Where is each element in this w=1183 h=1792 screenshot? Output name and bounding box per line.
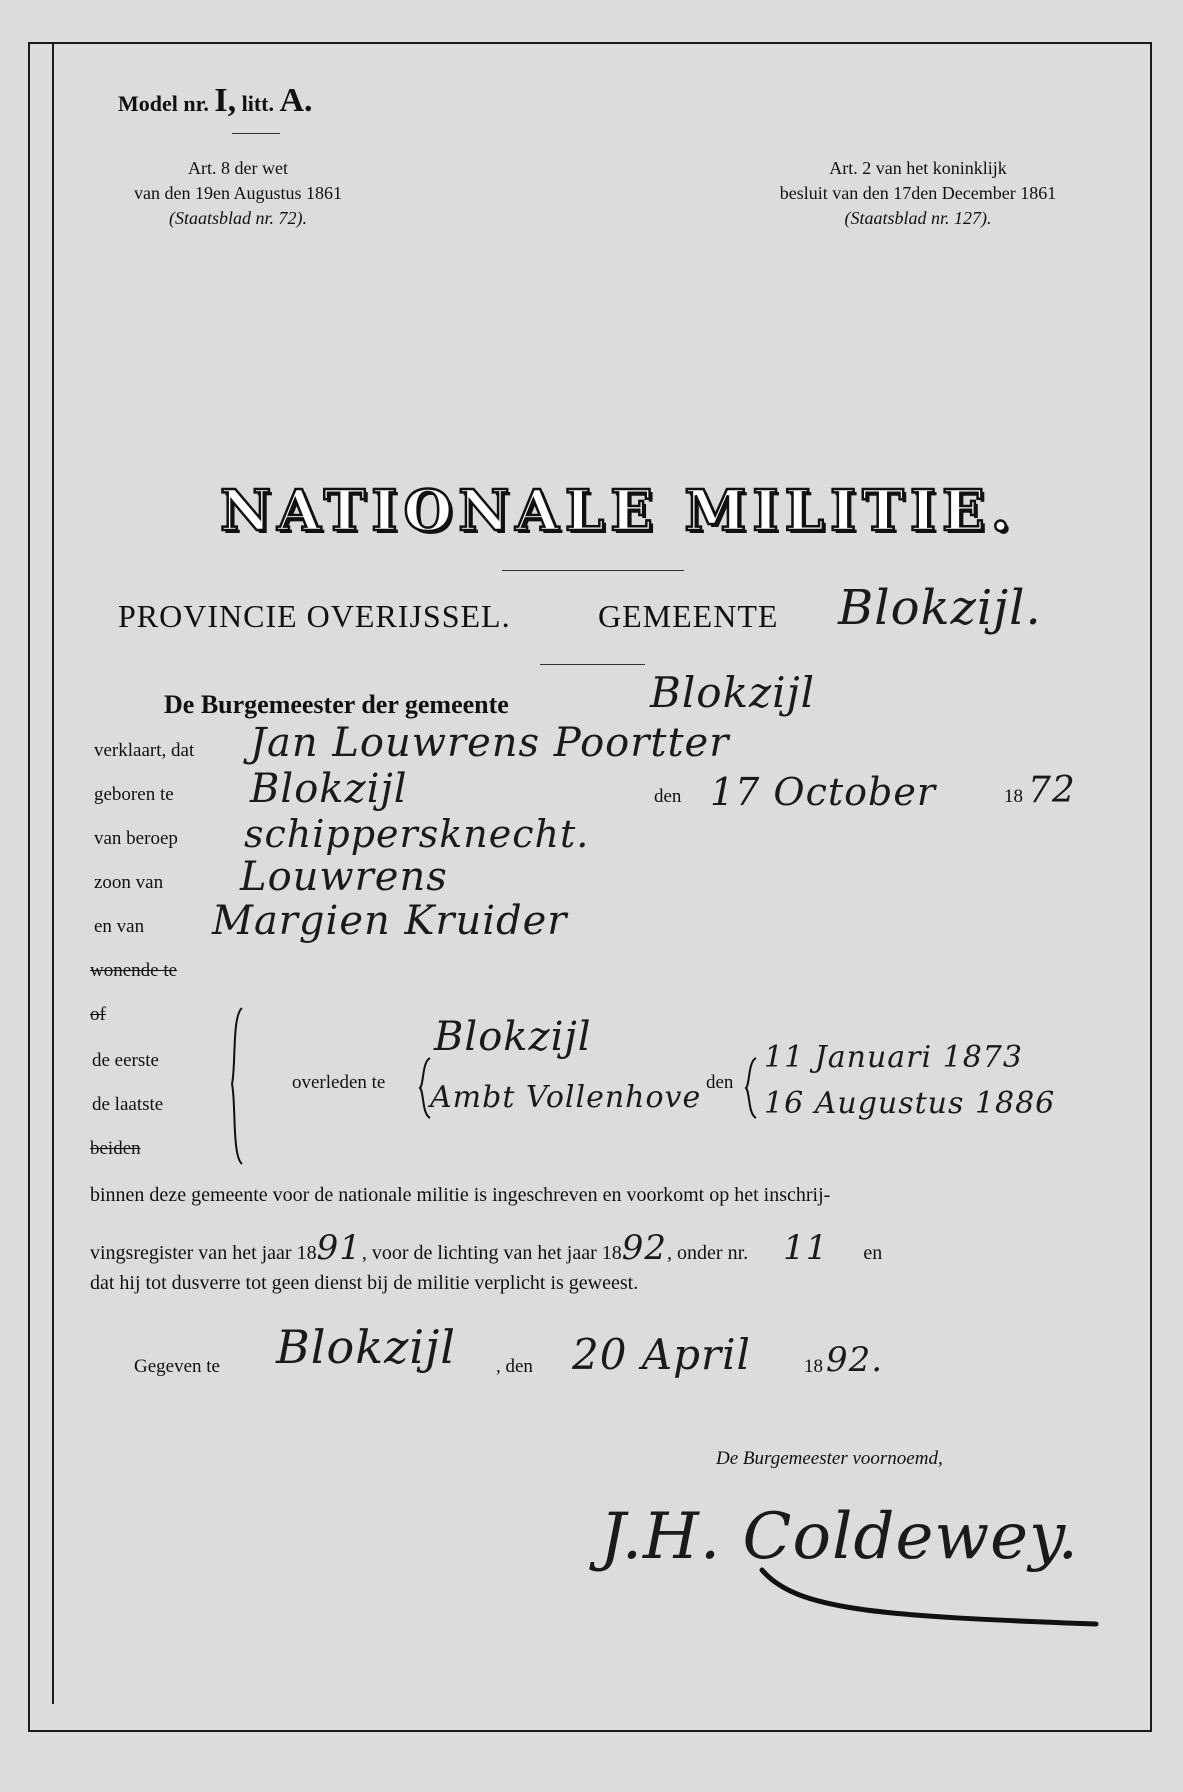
- den-label: den: [654, 786, 682, 807]
- gemeente-value: Blokzijl.: [838, 580, 1042, 636]
- den-label-2: den: [706, 1072, 734, 1093]
- beiden-label: beiden: [90, 1138, 141, 1159]
- law-right-line2: besluit van den 17den December 1861: [779, 183, 1057, 203]
- given-den-label: , den: [496, 1356, 533, 1377]
- gemeente-label: GEMEENTE: [598, 598, 779, 634]
- divider: [232, 133, 280, 134]
- given-date: 20 April: [572, 1330, 751, 1379]
- province-label: PROVINCIE OVERIJSSEL.: [118, 598, 511, 634]
- laatste-label: de laatste: [92, 1094, 164, 1115]
- body-text: , onder nr.: [667, 1242, 749, 1264]
- law-reference-left: [88, 156, 388, 231]
- birth-place: Blokzijl: [250, 766, 408, 812]
- given-label: Gegeven te: [134, 1356, 220, 1377]
- signature: J.H. Coldewey.: [600, 1500, 1079, 1574]
- signature-caption: De Burgemeester voornoemd,: [716, 1448, 943, 1469]
- overleden-label: overleden te: [292, 1072, 386, 1093]
- given-year-prefix: 18: [804, 1356, 823, 1377]
- inner-border: [52, 44, 1150, 1704]
- wonende-label: wonende te: [90, 960, 178, 981]
- death-date-2: 16 Augustus 1886: [764, 1086, 1056, 1121]
- model-number: [118, 82, 313, 120]
- litt-letter: A.: [279, 82, 313, 119]
- mother-name: Margien Kruider: [212, 898, 568, 944]
- document-title: NATIONALE MILITIE.: [220, 478, 1017, 544]
- body-text: , voor de lichting van het jaar 18: [361, 1242, 622, 1264]
- en-van-label: en van: [94, 916, 145, 937]
- body-text: vingsregister van het jaar 18: [90, 1242, 317, 1264]
- law-left-line2: van den 19en Augustus 1861: [134, 183, 342, 203]
- death-place-2: Ambt Vollenhove: [430, 1080, 702, 1115]
- law-left-line3: (Staatsblad nr. 72).: [168, 208, 307, 228]
- body-text: en: [863, 1242, 883, 1264]
- birth-date: 17 October: [710, 770, 936, 814]
- burgemeester-label: De Burgemeester der gemeente: [164, 690, 509, 719]
- beroep-label: van beroep: [94, 828, 178, 849]
- litt-label: litt.: [241, 91, 274, 116]
- model-num: I,: [214, 82, 237, 119]
- death-place-1: Blokzijl: [434, 1014, 592, 1060]
- of-label: of: [90, 1004, 106, 1025]
- law-reference-right: [728, 156, 1108, 231]
- given-place: Blokzijl: [276, 1320, 457, 1374]
- signature-flourish-icon: [756, 1560, 1106, 1630]
- law-right-line1: Art. 2 van het koninklijk: [829, 158, 1007, 178]
- zoon-label: zoon van: [94, 872, 164, 893]
- model-label: Model nr.: [118, 91, 209, 116]
- law-right-line3: (Staatsblad nr. 127).: [844, 208, 992, 228]
- father-name: Louwrens: [240, 854, 448, 900]
- geboren-label: geboren te: [94, 784, 174, 805]
- body-line-3: dat hij tot dusverre tot geen dienst bij de militie verplicht is geweest.: [90, 1272, 639, 1294]
- verklaart-label: verklaart, dat: [94, 740, 195, 761]
- lichting-year: 92: [621, 1228, 668, 1268]
- burgemeester-value: Blokzijl: [650, 668, 816, 717]
- divider: [540, 664, 645, 665]
- body-line-1: binnen deze gemeente voor de nationale militie is ingeschreven en voorkomt op het inschrij-: [90, 1184, 831, 1206]
- register-year: 91: [316, 1228, 362, 1268]
- body-line-2: [90, 1228, 882, 1268]
- register-number: 11: [783, 1228, 829, 1268]
- person-name: Jan Louwrens Poortter: [250, 720, 730, 766]
- brace-small-icon: [742, 1056, 760, 1120]
- brace-icon: [228, 1006, 250, 1166]
- law-left-line1: Art. 8 der wet: [188, 158, 288, 178]
- eerste-label: de eerste: [92, 1050, 159, 1071]
- death-date-1: 11 Januari 1873: [764, 1040, 1023, 1075]
- birth-year-prefix: 18: [1004, 786, 1023, 807]
- profession: schippersknecht.: [244, 812, 590, 856]
- divider: [502, 570, 684, 571]
- birth-year-suffix: 72: [1028, 770, 1076, 811]
- given-year-suffix: 92.: [826, 1340, 884, 1380]
